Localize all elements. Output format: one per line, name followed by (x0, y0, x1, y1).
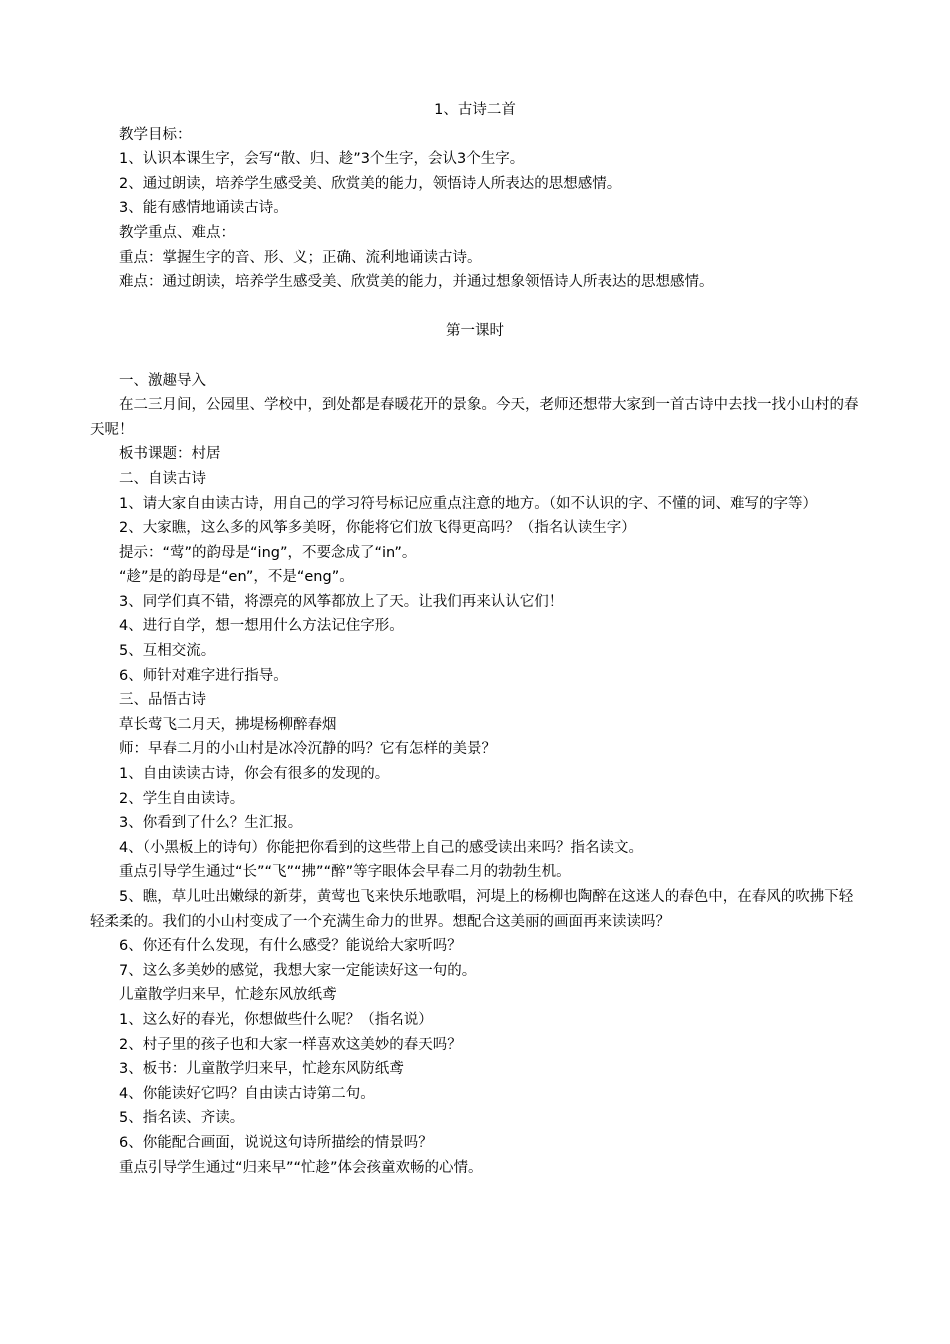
body-paragraph: 草长莺飞二月天，拂堤杨柳醉春烟 (119, 716, 337, 733)
body-paragraph: 5、指名读、齐读。 (119, 1110, 245, 1127)
document-title: 1、古诗二首 (434, 102, 516, 118)
body-paragraph: 5、瞧，草儿吐出嫩绿的新芽，黄莺也飞来快乐地歌唱，河堤上的杨柳也陶醉在这迷人的春色中，在春风的吹拂下轻轻柔柔的。我们的小山村变成了一个充满生命力的世界。想配合这美丽的画面再来读读吗？ (90, 889, 854, 930)
body-paragraph: 7、这么多美妙的感觉，我想大家一定能读好这一句的。 (119, 962, 477, 979)
body-paragraph: 6、师针对难字进行指导。 (119, 667, 288, 684)
body-paragraph: 1、这么好的春光，你想做些什么呢？（指名说） (119, 1011, 433, 1028)
body-paragraph: 重点引导学生通过“长”“飞”“拂”“醉”等字眼体会早春二月的勃勃生机。 (119, 864, 571, 881)
body-paragraph: 在二三月间，公园里、学校中，到处都是春暖花开的景象。今天，老师还想带大家到一首古诗中去找一找小山村的春天呢！ (90, 397, 859, 438)
body-paragraph: 4、进行自学，想一想用什么方法记住字形。 (119, 618, 404, 635)
intro-paragraph: 3、能有感情地诵读古诗。 (119, 200, 288, 217)
body-paragraph: 一、激趣导入 (119, 372, 206, 389)
body-paragraph: 儿童散学归来早，忙趁东风放纸鸢 (119, 987, 337, 1004)
intro-paragraph: 2、通过朗读，培养学生感受美、欣赏美的能力，领悟诗人所表达的思想感情。 (119, 175, 622, 192)
section-title: 第一课时 (446, 323, 504, 340)
body-paragraph: 5、互相交流。 (119, 643, 216, 660)
document-page (90, 98, 860, 1180)
intro-paragraph: 重点：掌握生字的音、形、义；正确、流利地诵读古诗。 (119, 249, 482, 266)
intro-paragraph: 难点：通过朗读，培养学生感受美、欣赏美的能力，并通过想象领悟诗人所表达的思想感情。 (119, 274, 714, 291)
body-paragraph: 4、你能读好它吗？自由读古诗第二句。 (119, 1085, 375, 1102)
body-paragraph: 3、你看到了什么？生汇报。 (119, 815, 303, 832)
body-paragraph: 师：早春二月的小山村是冰冷沉静的吗？它有怎样的美景？ (119, 741, 496, 758)
spacer (90, 344, 860, 369)
body-paragraph: 提示：“莺”的韵母是“ing”，不要念成了“in”。 (119, 544, 417, 561)
body-paragraph: 2、大家瞧，这么多的风筝多美呀，你能将它们放飞得更高吗？（指名认读生字） (119, 520, 636, 537)
body-paragraph: 4、（小黑板上的诗句）你能把你看到的这些带上自己的感受读出来吗？指名读文。 (119, 839, 643, 856)
body-paragraph: 重点引导学生通过“归来早”“忙趁”体会孩童欢畅的心情。 (119, 1159, 483, 1176)
body-paragraph: 2、村子里的孩子也和大家一样喜欢这美妙的春天吗？ (119, 1036, 462, 1053)
intro-paragraph: 1、认识本课生字，会写“散、归、趁”3个生字，会认3个生字。 (119, 151, 525, 168)
intro-paragraph: 教学目标： (119, 126, 192, 143)
body-paragraph: 1、自由读读古诗，你会有很多的发现的。 (119, 766, 390, 783)
body-paragraph: 板书课题：村居 (119, 446, 221, 463)
body-paragraph: 1、请大家自由读古诗，用自己的学习符号标记应重点注意的地方。（如不认识的字、不懂的词、难写的字等） (119, 495, 817, 512)
body-paragraph: 三、品悟古诗 (119, 692, 206, 709)
body-paragraph: 2、学生自由读诗。 (119, 790, 245, 807)
spacer (90, 295, 860, 320)
intro-paragraph: 教学重点、难点： (119, 224, 235, 241)
body-paragraph: 6、你能配合画面，说说这句诗所描绘的情景吗？ (119, 1134, 433, 1151)
lesson-body (90, 369, 860, 1181)
body-paragraph: 3、同学们真不错，将漂亮的风筝都放上了天。让我们再来认认它们！ (119, 593, 564, 610)
body-paragraph: “趁”是的韵母是“en”，不是“eng”。 (119, 569, 354, 586)
body-paragraph: 二、自读古诗 (119, 470, 206, 487)
intro-section (90, 123, 860, 295)
body-paragraph: 6、你还有什么发现，有什么感受？能说给大家听吗？ (119, 938, 462, 955)
body-paragraph: 3、板书：儿童散学归来早，忙趁东风防纸鸢 (119, 1061, 404, 1078)
